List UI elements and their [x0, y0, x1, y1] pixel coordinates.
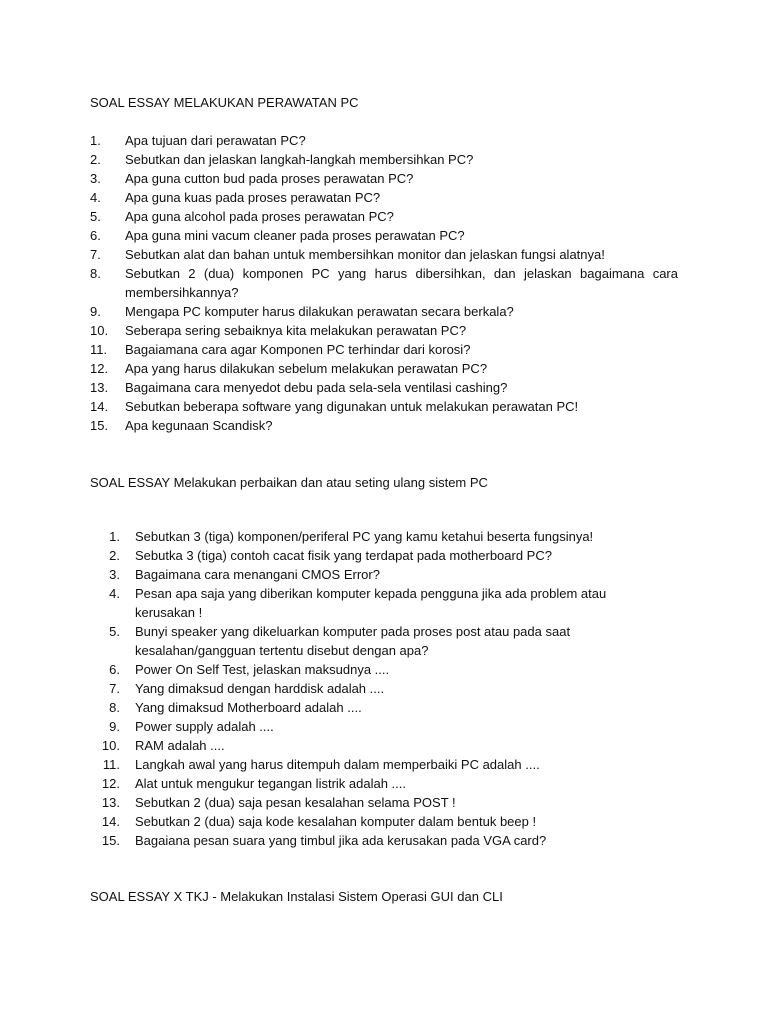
- question-number: 9.: [109, 719, 120, 734]
- question-text: Alat untuk mengukur tegangan listrik adalah ....: [135, 776, 406, 791]
- question-number: 10.: [101, 738, 120, 753]
- question-text: Apa kegunaan Scandisk?: [125, 418, 273, 433]
- question-number: 2.: [109, 548, 120, 563]
- question-item: [90, 207, 678, 226]
- question-number: 6.: [109, 662, 120, 677]
- question-number: 9.: [90, 304, 101, 319]
- question-item: [90, 245, 678, 264]
- question-item: [90, 378, 678, 397]
- question-text: Seberapa sering sebaiknya kita melakukan perawatan PC?: [125, 323, 467, 338]
- question-item: [90, 812, 650, 831]
- section-2-heading: SOAL ESSAY Melakukan perbaikan dan atau seting ulang sistem PC: [90, 475, 488, 490]
- question-number: 8.: [109, 700, 120, 715]
- question-number: 13.: [101, 795, 120, 810]
- question-number: 5.: [109, 624, 120, 639]
- question-number: 4.: [109, 586, 120, 601]
- question-item: [90, 321, 678, 340]
- question-text: Sebutkan 2 (dua) komponen PC yang harus dibersihkan, dan jelaskan bagaimana cara membersihkannya?: [125, 266, 678, 300]
- question-number: 2.: [90, 152, 101, 167]
- question-item: [90, 340, 678, 359]
- question-text: Yang dimaksud dengan harddisk adalah ....: [135, 681, 385, 696]
- question-item: [90, 169, 678, 188]
- section-2-question-list: [90, 527, 650, 850]
- question-number: 12.: [90, 361, 109, 376]
- question-text: Apa guna mini vacum cleaner pada proses perawatan PC?: [125, 228, 465, 243]
- question-text: Bagaiamana cara agar Komponen PC terhindar dari korosi?: [125, 342, 471, 357]
- question-number: 7.: [90, 247, 101, 262]
- question-text: Sebutka 3 (tiga) contoh cacat fisik yang terdapat pada motherboard PC?: [135, 548, 552, 563]
- question-item: [90, 793, 650, 812]
- question-text: RAM adalah ....: [135, 738, 225, 753]
- question-number: 7.: [109, 681, 120, 696]
- question-number: 1.: [90, 133, 101, 148]
- question-item: [90, 774, 650, 793]
- question-number: 8.: [90, 266, 101, 281]
- question-item: [90, 226, 678, 245]
- question-text: Apa guna cutton bud pada proses perawatan PC?: [125, 171, 414, 186]
- question-item: [90, 584, 650, 622]
- question-item: [90, 264, 678, 302]
- question-text: Power supply adalah ....: [135, 719, 274, 734]
- question-number: 11.: [90, 342, 108, 357]
- question-item: [90, 736, 650, 755]
- question-number: 5.: [90, 209, 101, 224]
- question-item: [90, 660, 650, 679]
- question-text: Mengapa PC komputer harus dilakukan perawatan secara berkala?: [125, 304, 514, 319]
- question-number: 4.: [90, 190, 101, 205]
- question-item: [90, 188, 678, 207]
- question-text: Sebutkan 3 (tiga) komponen/periferal PC yang kamu ketahui beserta fungsinya!: [135, 529, 594, 544]
- question-text: Sebutkan alat dan bahan untuk membersihkan monitor dan jelaskan fungsi alatnya!: [125, 247, 605, 262]
- question-item: [90, 150, 678, 169]
- question-text: Apa tujuan dari perawatan PC?: [125, 133, 306, 148]
- question-text: Bunyi speaker yang dikeluarkan komputer pada proses post atau pada saat kesalahan/gangguan tertentu disebut dengan apa?: [135, 624, 571, 658]
- question-text: Bagaimana cara menyedot debu pada sela-sela ventilasi cashing?: [125, 380, 508, 395]
- question-item: [90, 717, 650, 736]
- question-number: 13.: [90, 380, 109, 395]
- question-number: 1.: [109, 529, 120, 544]
- question-item: [90, 546, 650, 565]
- question-number: 6.: [90, 228, 101, 243]
- question-item: [90, 755, 650, 774]
- question-text: Sebutkan 2 (dua) saja pesan kesalahan selama POST !: [135, 795, 456, 810]
- question-text: Apa yang harus dilakukan sebelum melakukan perawatan PC?: [125, 361, 488, 376]
- question-item: [90, 302, 678, 321]
- question-text: Langkah awal yang harus ditempuh dalam memperbaiki PC adalah ....: [135, 757, 540, 772]
- question-number: 15.: [90, 418, 109, 433]
- question-number: 3.: [109, 567, 120, 582]
- question-item: [90, 698, 650, 717]
- section-3-heading: SOAL ESSAY X TKJ - Melakukan Instalasi Sistem Operasi GUI dan CLI: [90, 889, 503, 904]
- question-number: 12.: [101, 776, 120, 791]
- question-item: [90, 622, 650, 660]
- question-number: 3.: [90, 171, 101, 186]
- question-item: [90, 831, 650, 850]
- question-text: Sebutkan dan jelaskan langkah-langkah membersihkan PC?: [125, 152, 474, 167]
- question-text: Bagaimana cara menangani CMOS Error?: [135, 567, 380, 582]
- section-1-heading: SOAL ESSAY MELAKUKAN PERAWATAN PC: [90, 95, 359, 110]
- question-number: 10.: [90, 323, 109, 338]
- question-text: Bagaiana pesan suara yang timbul jika ada kerusakan pada VGA card?: [135, 833, 547, 848]
- question-number: 14.: [101, 814, 120, 829]
- question-text: Apa guna kuas pada proses perawatan PC?: [125, 190, 381, 205]
- question-item: [90, 416, 678, 435]
- question-text: Apa guna alcohol pada proses perawatan PC?: [125, 209, 394, 224]
- question-number: 15.: [101, 833, 120, 848]
- question-text: Sebutkan beberapa software yang digunakan untuk melakukan perawatan PC!: [125, 399, 579, 414]
- question-text: Power On Self Test, jelaskan maksudnya ....: [135, 662, 390, 677]
- question-item: [90, 527, 650, 546]
- question-text: Yang dimaksud Motherboard adalah ....: [135, 700, 362, 715]
- question-item: [90, 679, 650, 698]
- question-item: [90, 565, 650, 584]
- question-number: 11.: [102, 757, 120, 772]
- question-text: Pesan apa saja yang diberikan komputer kepada pengguna jika ada problem atau kerusakan !: [135, 586, 607, 620]
- question-item: [90, 397, 678, 416]
- question-item: [90, 359, 678, 378]
- question-text: Sebutkan 2 (dua) saja kode kesalahan komputer dalam bentuk beep !: [135, 814, 537, 829]
- question-item: [90, 131, 678, 150]
- section-1-question-list: [90, 131, 678, 435]
- question-number: 14.: [90, 399, 109, 414]
